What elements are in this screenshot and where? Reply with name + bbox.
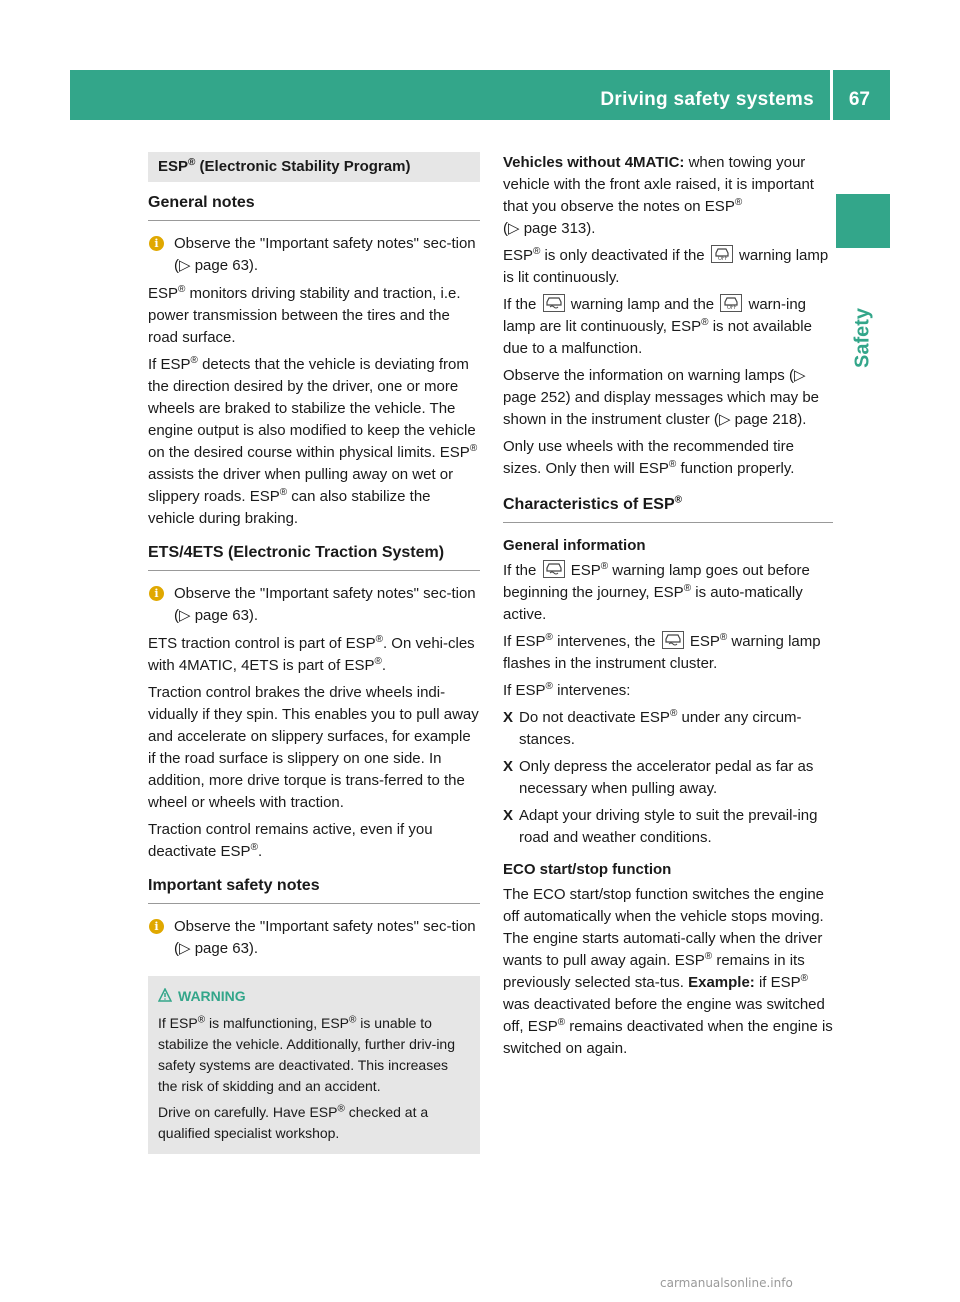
warning-text: If ESP® is malfunctioning, ESP® is unable to stabilize the vehicle. Additionally, further driv-ing safety systems are deactivated. This increases the risk of skidding and an accident. (158, 1014, 456, 1094)
warning-triangle-icon (158, 988, 172, 1002)
section-title: Driving safety systems (600, 89, 814, 110)
info-note: i Observe the "Important safety notes" sec-tion (▷ page 63). (148, 583, 480, 627)
ets-heading: ETS/4ETS (Electronic Traction System) (148, 542, 480, 571)
page-link[interactable]: page 63). (190, 257, 259, 274)
esp-lamp-icon (543, 294, 565, 312)
header-divider (830, 70, 833, 120)
paragraph: If ESP® intervenes, the ESP® warning lamp flashes in the instrument cluster. (503, 632, 821, 672)
page-number: 67 (848, 89, 870, 110)
bullet-icon: X (503, 709, 514, 726)
arrow-icon: ▷ (508, 220, 520, 237)
general-notes-heading: General notes (148, 192, 480, 221)
warning-box (148, 976, 480, 1154)
info-icon: i (149, 586, 164, 601)
list-item: X Adapt your driving style to suit the prevail-ing road and weather conditions. (503, 807, 818, 846)
paragraph: If ESP® detects that the vehicle is deviating from the direction desired by the driver, one or more wheels are braked to stabilize the vehicle. The engine output is also modified to keep the vehicle on the desired course within physical limits. ESP® assists the driver when pulling away on wet or slippery roads. ESP® can also stabilize the vehicle during braking. (148, 355, 478, 527)
paragraph: If ESP® intervenes: (503, 681, 631, 699)
safety-notes-heading: Important safety notes (148, 875, 480, 904)
right-column (503, 152, 833, 1065)
page-link[interactable]: page 218). (730, 411, 807, 428)
paragraph: ESP® monitors driving stability and traction, i.e. power transmission between the tires and the road surface. (148, 284, 461, 346)
left-column (148, 152, 480, 1154)
header-bar (70, 70, 890, 120)
info-note: i Observe the "Important safety notes" sec-tion (▷ page 63). (148, 233, 480, 277)
svg-text:OFF: OFF (727, 305, 737, 310)
paragraph: ESP® is only deactivated if the OFF warning lamp is lit continuously. (503, 246, 829, 286)
esp-off-lamp-icon (720, 294, 742, 312)
esp-lamp-icon (662, 631, 684, 649)
warning-title: WARNING (158, 986, 470, 1007)
watermark: carmanualsonline.info (660, 1276, 793, 1290)
info-icon: i (149, 236, 164, 251)
page-link[interactable]: page 252) and display messages which may be shown in the instrument cluster ( (503, 389, 820, 428)
esp-heading: ESP® (Electronic Stability Program) (148, 152, 480, 182)
page-link[interactable]: page 313). (519, 220, 596, 237)
paragraph: If the warning lamp and the OFF warn-ing lamp are lit continuously, ESP® is not available due to a malfunction. (503, 296, 812, 357)
paragraph: The ECO start/stop function switches the engine off automatically when the vehicle stops moving. The engine starts automati-cally when the driver wants to pull away again. ESP® remains in its previously selected sta-tus. Example: if ESP® was deactivated before the engine was switched off, ESP® remains deactivated when the engine is switched on again. (503, 886, 833, 1057)
list-item: X Only depress the accelerator pedal as far as necessary when pulling away. (503, 758, 814, 797)
warning-text: Drive on carefully. Have ESP® checked at a qualified specialist workshop. (158, 1103, 429, 1141)
page-link[interactable]: page 63). (190, 607, 259, 624)
arrow-icon: ▷ (793, 367, 806, 384)
chapter-label: Safety (851, 307, 874, 368)
paragraph: ETS traction control is part of ESP®. On vehi-cles with 4MATIC, 4ETS is part of ESP®. (148, 634, 475, 674)
paragraph: Traction control brakes the drive wheels indi-vidually if they spin. This enables you to pull away and accelerate on slippery surfaces, for example if the road surface is slippery on one side. In addition, more drive torque is trans-ferred to the wheel or wheels with traction. (148, 684, 479, 811)
paragraph: Traction control remains active, even if you deactivate ESP®. (148, 821, 433, 860)
chapter-tab (836, 194, 890, 248)
arrow-icon: ▷ (179, 257, 191, 274)
list-item: X Do not deactivate ESP® under any circum-stances. (503, 708, 802, 748)
arrow-icon: ▷ (179, 607, 191, 624)
bullet-icon: X (503, 758, 514, 775)
paragraph: If the ESP® warning lamp goes out before beginning the journey, ESP® is auto-matically active. (503, 561, 810, 623)
characteristics-heading: Characteristics of ESP® (503, 494, 833, 523)
info-icon: i (149, 919, 164, 934)
bullet-icon: X (503, 807, 514, 824)
page-link[interactable]: page 63). (190, 940, 259, 957)
paragraph: Only use wheels with the recommended tire sizes. Only then will ESP® function properly. (503, 438, 795, 477)
svg-text:OFF: OFF (717, 256, 728, 261)
paragraph: Vehicles without 4MATIC: when towing your vehicle with the front axle raised, it is important that you observe the notes on ESP® (▷ page 313). (503, 154, 814, 237)
esp-off-lamp-icon (711, 245, 733, 263)
arrow-icon: ▷ (718, 411, 731, 428)
esp-lamp-icon (543, 560, 565, 578)
paragraph: Observe the information on warning lamps (▷ page 252) and display messages which may be shown in the instrument cluster (▷ page 218). (503, 367, 820, 428)
eco-heading: ECO start/stop function (503, 861, 672, 878)
arrow-icon: ▷ (179, 940, 191, 957)
info-note: i Observe the "Important safety notes" sec-tion (▷ page 63). (148, 916, 480, 960)
general-info-heading: General information (503, 537, 646, 554)
